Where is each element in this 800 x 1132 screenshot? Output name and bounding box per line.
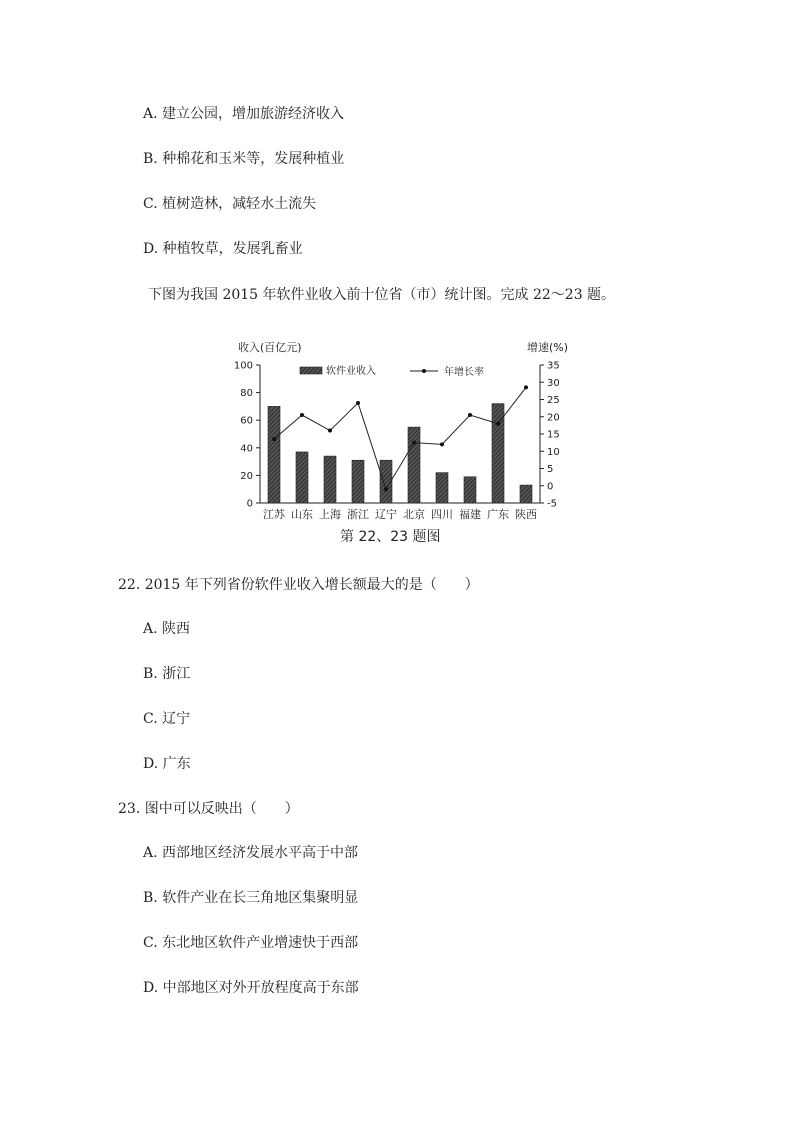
growth-point-四川 (440, 442, 444, 446)
growth-point-陕西 (524, 385, 528, 389)
right-tick-label: 25 (547, 395, 560, 406)
right-tick-label: 5 (547, 464, 554, 475)
growth-point-广东 (496, 422, 500, 426)
legend-bar-swatch (300, 367, 322, 374)
bar-江苏 (268, 406, 280, 503)
bar-福建 (464, 477, 476, 503)
q21-option-d: D. 种植牧草，发展乳畜业 (143, 241, 303, 257)
q23-option-a: A. 西部地区经济发展水平高于中部 (143, 845, 359, 861)
right-tick-label: 35 (547, 360, 560, 372)
q22-option-d: D. 广东 (143, 756, 191, 772)
legend-line-label: 年增长率 (444, 367, 484, 378)
growth-point-上海 (328, 429, 332, 433)
category-label: 四川 (431, 508, 453, 521)
q23-option-d: D. 中部地区对外开放程度高于东部 (143, 980, 359, 996)
bar-陕西 (520, 485, 532, 503)
left-tick-label: 40 (240, 443, 253, 455)
right-tick-label: -5 (547, 498, 557, 510)
left-tick-label: 20 (240, 470, 253, 482)
right-tick-label: 20 (547, 412, 560, 424)
growth-point-山东 (300, 413, 304, 417)
bar-山东 (296, 452, 308, 503)
category-label: 福建 (459, 508, 481, 521)
left-tick-label: 0 (246, 498, 253, 510)
software-revenue-chart (232, 335, 592, 525)
bar-浙江 (352, 460, 364, 503)
right-tick-label: 15 (547, 429, 560, 441)
growth-point-浙江 (356, 401, 360, 405)
category-label: 上海 (319, 508, 341, 521)
category-label: 山东 (291, 508, 313, 521)
q23-stem: 23. 图中可以反映出（ ） (118, 801, 299, 817)
bar-四川 (436, 473, 448, 503)
growth-point-北京 (412, 441, 416, 445)
growth-point-江苏 (272, 437, 276, 441)
growth-rate-line (274, 387, 526, 489)
category-label: 江苏 (263, 508, 285, 521)
right-axis-title: 增速(%) (526, 341, 568, 354)
chart-caption: 第 22、23 题图 (340, 529, 441, 545)
q22-stem: 22. 2015 年下列省份软件业收入增长额最大的是（ ） (118, 577, 479, 593)
growth-point-福建 (468, 413, 472, 417)
category-label: 广东 (487, 508, 509, 521)
q22-option-c: C. 辽宁 (143, 711, 191, 727)
q21-option-a: A. 建立公园，增加旅游经济收入 (143, 106, 345, 122)
q21-option-c: C. 植树造林，减轻水土流失 (143, 196, 317, 212)
left-tick-label: 80 (240, 388, 253, 400)
chart-intro: 下图为我国 2015 年软件业收入前十位省（市）统计图。完成 22～23 题。 (148, 287, 616, 303)
right-tick-label: 10 (547, 446, 560, 458)
q23-option-b: B. 软件产业在长三角地区集聚明显 (143, 890, 359, 906)
legend-bar-label: 软件业收入 (326, 366, 376, 377)
bar-上海 (324, 456, 336, 503)
q22-option-b: B. 浙江 (143, 666, 191, 682)
bar-北京 (408, 427, 420, 503)
left-axis-title: 收入(百亿元) (238, 341, 302, 354)
category-label: 陕西 (515, 508, 537, 521)
right-tick-label: 30 (547, 377, 560, 389)
category-label: 浙江 (347, 508, 369, 521)
left-tick-label: 60 (240, 415, 253, 427)
right-tick-label: 0 (547, 481, 554, 493)
left-tick-label: 100 (233, 360, 253, 372)
legend-line-marker (422, 369, 426, 373)
q23-option-c: C. 东北地区软件产业增速快于西部 (143, 935, 359, 951)
category-label: 北京 (403, 508, 425, 521)
q22-option-a: A. 陕西 (143, 621, 191, 637)
category-label: 辽宁 (375, 508, 397, 521)
growth-point-辽宁 (384, 487, 388, 491)
q21-option-b: B. 种棉花和玉米等，发展种植业 (143, 151, 345, 167)
